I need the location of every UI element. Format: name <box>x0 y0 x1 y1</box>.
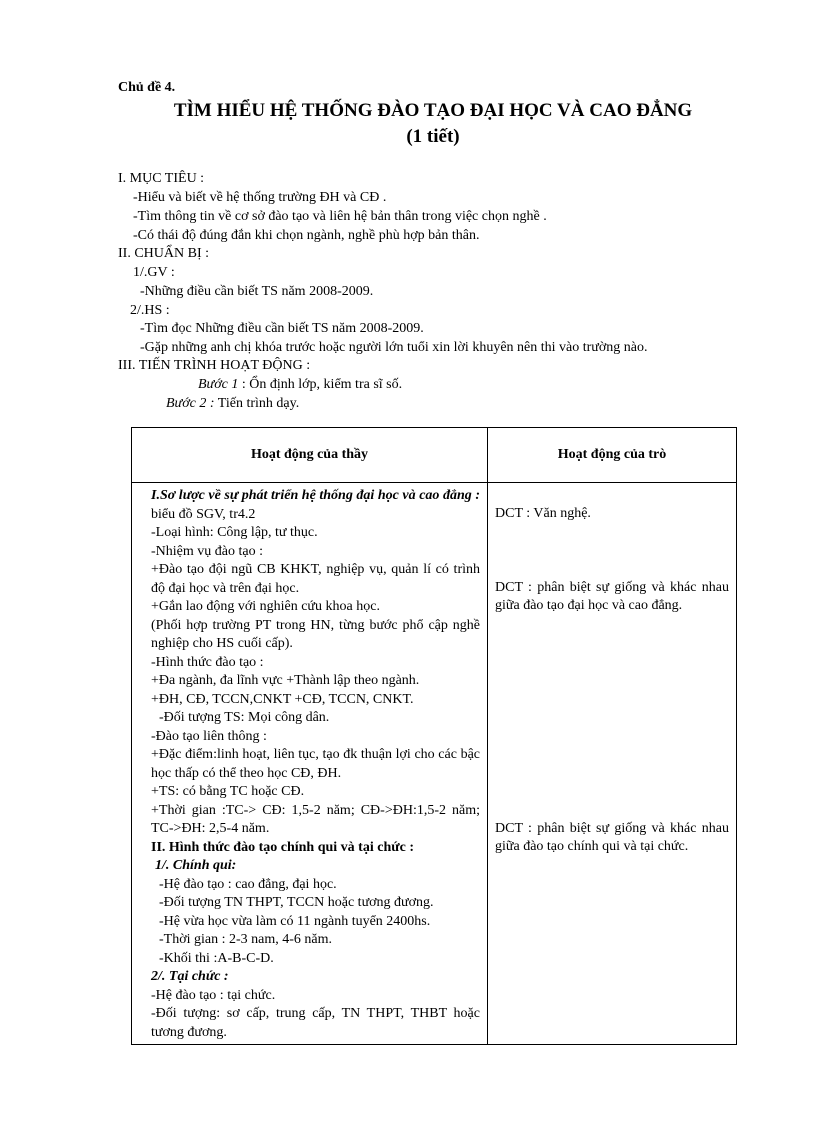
step-2-label: Bước 2 : <box>166 396 215 411</box>
teacher-activity-header: Hoạt động của thầy <box>132 428 488 483</box>
prep-student-label: 2/.HS : <box>130 303 170 318</box>
section-1-title-text: I.Sơ lược về sự phát triển hệ thống đại học và cao đẳng : <box>151 488 480 503</box>
teacher-line: +Gắn lao động với nghiên cứu khoa học. <box>151 599 380 614</box>
section-1-title <box>139 487 480 524</box>
subsection-regular: 1/. Chính qui: <box>155 858 237 873</box>
teacher-line: -Đào tạo liên thông : <box>151 728 267 744</box>
teacher-activity-cell <box>132 483 488 1045</box>
step-2-text: Tiến trình dạy. <box>214 396 300 411</box>
section-1-title-tail: biểu đồ SGV, tr4.2 <box>151 506 256 522</box>
objective-item: -Tìm thông tin về cơ sở đào tạo và liên hệ bản thân trong việc chọn nghề . <box>133 209 547 224</box>
section-objectives-heading: I. MỤC TIÊU : <box>118 171 205 186</box>
objective-item: -Hiểu và biết về hệ thống trường ĐH và CĐ . <box>133 190 387 205</box>
subsection-inservice: 2/. Tại chức : <box>151 969 229 984</box>
teacher-line: +Đào tạo đội ngũ CB KHKT, nghiệp vụ, quản lí có trình độ đại học và trên đại học. <box>151 562 480 596</box>
student-activity-header: Hoạt động của trò <box>488 428 737 483</box>
teacher-line: -Hệ vừa học vừa làm có 11 ngành tuyển 2400hs. <box>159 913 431 929</box>
teacher-line: +TS: có bằng TC hoặc CĐ. <box>151 784 305 799</box>
prep-item: -Những điều cần biết TS năm 2008-2009. <box>140 284 374 299</box>
step-1 <box>198 376 402 394</box>
prep-item: -Gặp những anh chị khóa trước hoặc người lớn tuổi xin lời khuyên nên thi vào trường nào. <box>140 340 648 355</box>
teacher-line: (Phối hợp trường PT trong HN, từng bước phổ cập nghề nghiệp cho HS cuối cấp). <box>151 617 480 651</box>
lesson-duration: (1 tiết) <box>406 126 460 147</box>
teacher-line: +Thời gian :TC-> CĐ: 1,5-2 năm; CĐ->ĐH:1,5-2 năm; TC->ĐH: 2,5-4 năm. <box>151 802 480 836</box>
step-1-label: Bước 1 <box>198 377 239 392</box>
prep-teacher-label: 1/.GV : <box>133 265 175 280</box>
teacher-line: -Hình thức đào tạo : <box>151 654 264 670</box>
teacher-line: -Loại hình: Công lập, tư thục. <box>151 525 318 540</box>
teacher-line: -Nhiệm vụ đào tạo : <box>151 543 263 559</box>
step-2 <box>166 395 299 413</box>
teacher-line: -Hệ đào tạo : tại chức. <box>151 987 276 1003</box>
teacher-line: -Khối thi :A-B-C-D. <box>159 950 274 966</box>
section-process-heading: III. TIẾN TRÌNH HOẠT ĐỘNG : <box>118 358 311 373</box>
step-1-text: : Ổn định lớp, kiểm tra sĩ số. <box>238 377 403 392</box>
teacher-line: -Thời gian : 2-3 nam, 4-6 năm. <box>159 932 333 947</box>
activity-table <box>131 427 737 1045</box>
student-note: DCT : phân biệt sự giống và khác nhau giữa đào tạo đại học và cao đẳng. <box>495 579 729 613</box>
topic-label: Chủ đề 4. <box>118 80 176 95</box>
student-note: DCT : Văn nghệ. <box>495 506 591 521</box>
section-preparation-heading: II. CHUẨN BỊ : <box>118 246 209 261</box>
teacher-line: +Đa ngành, đa lĩnh vực +Thành lập theo ngành. <box>151 673 420 688</box>
teacher-line: -Đối tượng: sơ cấp, trung cấp, TN THPT, THBT hoặc tương đương. <box>151 1006 480 1040</box>
teacher-line: -Đối tượng TS: Mọi công dân. <box>159 710 330 725</box>
document-title: TÌM HIỂU HỆ THỐNG ĐÀO TẠO ĐẠI HỌC VÀ CAO ĐẲNG <box>173 100 693 121</box>
teacher-line: +Đặc điểm:linh hoạt, liên tục, tạo đk thuận lợi cho các bậc học thấp có thể theo học CĐ, ĐH. <box>151 747 480 781</box>
prep-item: -Tìm đọc Những điều cần biết TS năm 2008-2009. <box>140 321 424 336</box>
teacher-line: -Hệ đào tạo : cao đẳng, đại học. <box>159 876 337 892</box>
teacher-line: -Đối tượng TN THPT, TCCN hoặc tương đương. <box>159 895 434 910</box>
section-2-title: II. Hình thức đào tạo chính qui và tại chức : <box>151 839 415 855</box>
table-row <box>132 483 737 1045</box>
table-header-row <box>132 428 737 483</box>
student-activity-cell <box>488 483 737 1045</box>
objective-item: -Có thái độ đúng đắn khi chọn ngành, nghề phù hợp bản thân. <box>133 228 480 243</box>
student-note: DCT : phân biệt sự giống và khác nhau giữa đào tạo chính qui và tại chức. <box>495 820 729 854</box>
teacher-line: +ĐH, CĐ, TCCN,CNKT +CĐ, TCCN, CNKT. <box>151 691 414 707</box>
